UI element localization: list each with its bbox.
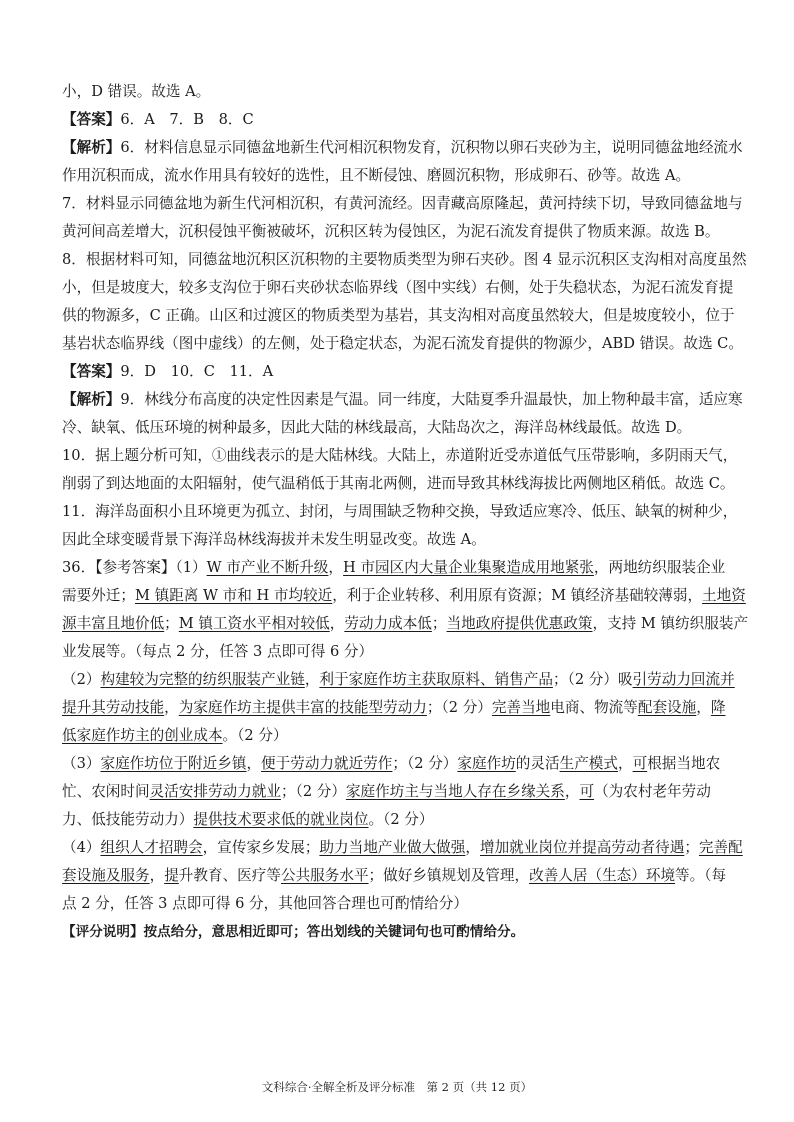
underlined-keyword: 提 bbox=[164, 867, 179, 884]
text-line bbox=[62, 666, 735, 694]
text-line bbox=[62, 890, 727, 918]
underlined-keyword: 组织人才招聘会 bbox=[100, 839, 203, 856]
text-segment: 供的物源多，C 正确。山区和过渡区的物质类型为基岩，其支沟相对高度虽然较大，但是坡度较小，位于 bbox=[62, 307, 735, 324]
underlined-keyword: W 市产业不断升级 bbox=[206, 559, 329, 576]
underlined-keyword: 套设施及服务 bbox=[62, 867, 150, 884]
text-segment: ， bbox=[564, 783, 580, 800]
text-segment: ； bbox=[164, 615, 179, 632]
text-line bbox=[62, 610, 749, 638]
text-segment: 小，但是坡度大，较多支沟位于卵石夹砂状态临界线（图中实线）右侧，处于失稳状态，为泥石流发育提 bbox=[62, 279, 734, 296]
text-segment: ，支持 M 镇纺织服装产 bbox=[592, 615, 749, 632]
text-segment: ；做好乡镇规划及管理， bbox=[368, 867, 530, 884]
text-line bbox=[62, 414, 727, 442]
text-segment: ； bbox=[684, 839, 699, 856]
text-segment: 升教育、医疗等 bbox=[178, 867, 281, 884]
text-line bbox=[62, 806, 727, 834]
underlined-keyword: 为家庭作坊主提供丰富的技能型劳动力 bbox=[178, 699, 427, 716]
underlined-keyword: 劳动力成本低 bbox=[344, 615, 432, 632]
text-line bbox=[62, 386, 743, 414]
text-line bbox=[62, 442, 738, 470]
underlined-keyword: 构建较为完整的纺织服装产业链 bbox=[100, 671, 305, 688]
text-segment: 点 2 分，任答 3 点即可得 6 分，其他回答合理也可酌情给分） bbox=[62, 895, 468, 912]
text-segment: 。（2 分） bbox=[368, 811, 434, 828]
underlined-keyword: 降 bbox=[710, 699, 726, 716]
text-segment: 电商、物流等 bbox=[550, 699, 638, 716]
text-segment: 忙、农闲时间 bbox=[62, 783, 150, 800]
text-segment: ， bbox=[696, 699, 711, 716]
underlined-keyword: 助力当地产业做大做强 bbox=[319, 839, 466, 856]
bold-label: 【解析】 bbox=[62, 391, 121, 408]
underlined-keyword: 家庭作坊主与当地人存在乡缘关系 bbox=[345, 783, 565, 800]
text-segment: ，两地纺织服装企业 bbox=[593, 559, 726, 576]
underlined-keyword: 可 bbox=[632, 755, 648, 772]
text-segment: ， bbox=[465, 839, 480, 856]
text-segment: 因此全球变暖背景下海洋岛林线海拔并未发生明显改变。故选 A。 bbox=[62, 531, 486, 548]
text-segment: ；（2 分） bbox=[392, 755, 458, 772]
underlined-keyword: 灵活安排劳动力就业 bbox=[149, 783, 281, 800]
text-segment: ；（2 分）吸 bbox=[552, 671, 633, 688]
text-segment: 业发展等。（每点 2 分，任答 3 点即可得 6 分） bbox=[62, 643, 374, 660]
text-segment: ， bbox=[617, 755, 633, 772]
text-segment: 等。（每 bbox=[675, 867, 727, 884]
text-segment: 作用沉积而成，流水作用具有较好的选性，且不断侵蚀、磨圆沉积物，形成卵石、砂等。故选 A。 bbox=[62, 167, 691, 184]
text-line bbox=[62, 190, 743, 218]
text-segment: 根据当地农 bbox=[647, 755, 721, 772]
text-segment: 10．据上题分析可知，①曲线表示的是大陆林线。大陆上，赤道附近受赤道低气压带影响，多阴雨天气， bbox=[62, 447, 738, 464]
text-segment: 9．林线分布高度的决定性因素是气温。同一纬度，大陆夏季升温最快，加上物种最丰富，适应寒 bbox=[120, 391, 743, 408]
text-line bbox=[62, 106, 727, 134]
underlined-keyword: 引劳动力回流并 bbox=[632, 671, 735, 688]
underlined-keyword: 当地政府提供优惠政策 bbox=[446, 615, 593, 632]
text-segment: 8．根据材料可知，同德盆地沉积区沉积物的主要物质类型为卵石夹砂。图 4 显示沉积区支沟相对高度虽然 bbox=[62, 251, 747, 268]
text-segment: 9．D 10．C 11．A bbox=[120, 363, 274, 380]
text-segment: ；（2 分） bbox=[426, 699, 492, 716]
text-line bbox=[62, 834, 743, 862]
underlined-keyword: 提供技术要求低的就业岗位 bbox=[193, 811, 369, 828]
text-segment: ，利于企业转移、利用原有资源；M 镇经济基础较薄弱， bbox=[332, 587, 703, 604]
text-segment: （为农村老年劳动 bbox=[594, 783, 711, 800]
text-segment: 小，D 错误。故选 A。 bbox=[62, 83, 211, 100]
underlined-keyword: M 镇工资水平相对较低 bbox=[178, 615, 330, 632]
answer-text-block bbox=[62, 78, 749, 946]
text-segment: 36．【参考答案】（1） bbox=[62, 559, 207, 576]
text-segment: ， bbox=[329, 615, 345, 632]
text-line bbox=[62, 862, 727, 890]
underlined-keyword: 低家庭作坊主的创业成本 bbox=[62, 727, 223, 744]
underlined-keyword: 家庭作坊 bbox=[457, 755, 516, 772]
underlined-keyword: 利于家庭作坊主获取原料、销售产品 bbox=[319, 671, 553, 688]
text-line bbox=[62, 302, 735, 330]
text-segment: ， bbox=[164, 699, 179, 716]
text-segment: 冷、缺氧、低压环境的树种最多，因此大陆的林线最高，大陆岛次之，海洋岛林线最低。故选 D。 bbox=[62, 419, 692, 436]
text-line bbox=[62, 778, 727, 806]
text-line bbox=[62, 358, 727, 386]
text-line bbox=[62, 218, 727, 246]
text-segment: 削弱了到达地面的太阳辐射，使气温稍低于其南北两侧，进而导致其林线海拔比两侧地区稍低。故选 C。 bbox=[62, 475, 735, 492]
underlined-keyword: 便于劳动力就近劳作 bbox=[261, 755, 393, 772]
underlined-keyword: 公共服务水平 bbox=[280, 867, 369, 884]
underlined-keyword: 提升其劳动技能 bbox=[62, 699, 165, 716]
text-line bbox=[62, 498, 738, 526]
page-footer: 文科综合·全解全析及评分标准 第 2 页（共 12 页） bbox=[261, 1080, 533, 1094]
text-line bbox=[62, 246, 747, 274]
text-segment: ， bbox=[304, 671, 320, 688]
underlined-keyword: 土地资 bbox=[702, 587, 746, 604]
underlined-keyword: H 市园区内大量企业集聚造成用地紧张 bbox=[343, 559, 594, 576]
bold-label: 【解析】 bbox=[62, 139, 121, 156]
text-line bbox=[62, 274, 734, 302]
text-segment: 基岩状态临界线（图中虚线）的左侧，处于稳定状态，为泥石流发育提供的物源少，ABD 错误。故选 C。 bbox=[62, 335, 743, 352]
text-segment: 的灵活 bbox=[515, 755, 560, 772]
underlined-keyword: 增加就业岗位并提高劳动者待遇 bbox=[479, 839, 685, 856]
text-line bbox=[62, 134, 743, 162]
underlined-keyword: M 镇距离 W 市和 H 市均较近 bbox=[134, 587, 333, 604]
text-segment: 6．材料信息显示同德盆地新生代河相沉积物发育，沉积物以卵石夹砂为主，说明同德盆地经流水 bbox=[120, 139, 743, 156]
bold-label: 【答案】 bbox=[62, 363, 121, 380]
text-segment: 黄河间高差增大，沉积侵蚀平衡被破坏，沉积区转为侵蚀区，为泥石流发育提供了物质来源。故选 B。 bbox=[62, 223, 720, 240]
text-segment: 6．A 7．B 8．C bbox=[120, 111, 254, 128]
text-line bbox=[62, 722, 727, 750]
text-segment: 11．海洋岛面积小且环境更为孤立、封闭，与周围缺乏物种交换，导致适应寒冷、低压、缺氧的树种少， bbox=[62, 503, 738, 520]
text-segment: ； bbox=[431, 615, 447, 632]
text-segment: 7．材料显示同德盆地为新生代河相沉积，有黄河流经。因青藏高原隆起，黄河持续下切，导致同德盆地与 bbox=[62, 195, 743, 212]
text-line bbox=[62, 694, 727, 722]
text-segment: ， bbox=[149, 867, 165, 884]
text-line bbox=[62, 750, 727, 778]
text-segment: ， bbox=[328, 559, 344, 576]
text-line bbox=[62, 582, 746, 610]
text-line bbox=[62, 638, 727, 666]
text-segment: （3） bbox=[62, 755, 101, 772]
text-segment: 【评分说明】按点给分，意思相近即可；答出划线的关键词句也可酌情给分。 bbox=[62, 924, 525, 940]
underlined-keyword: 源丰富且地价低 bbox=[62, 615, 165, 632]
underlined-keyword: 家庭作坊位于附近乡镇 bbox=[100, 755, 247, 772]
text-segment: 。（2 分） bbox=[222, 727, 288, 744]
underlined-keyword: 完善当地 bbox=[491, 699, 551, 716]
text-segment: ，宣传家乡发展； bbox=[202, 839, 320, 856]
text-segment: 需要外迁； bbox=[62, 587, 135, 604]
underlined-keyword: 配套设施 bbox=[637, 699, 697, 716]
text-segment: ， bbox=[246, 755, 262, 772]
bold-label: 【答案】 bbox=[62, 111, 121, 128]
text-line bbox=[62, 526, 727, 554]
text-line bbox=[62, 470, 735, 498]
text-line bbox=[62, 78, 727, 106]
text-line bbox=[62, 330, 743, 358]
underlined-keyword: 可 bbox=[579, 783, 595, 800]
text-line bbox=[62, 554, 727, 582]
text-segment: （4） bbox=[62, 839, 101, 856]
underlined-keyword: 完善配 bbox=[698, 839, 743, 856]
text-segment: 力、低技能劳动力） bbox=[62, 811, 194, 828]
text-segment: （2） bbox=[62, 671, 101, 688]
text-segment: ；（2 分） bbox=[280, 783, 346, 800]
underlined-keyword: 改善人居（生态）环境 bbox=[529, 867, 676, 884]
text-line bbox=[62, 162, 727, 190]
underlined-keyword: 生产模式 bbox=[559, 755, 618, 772]
text-line bbox=[62, 918, 727, 946]
